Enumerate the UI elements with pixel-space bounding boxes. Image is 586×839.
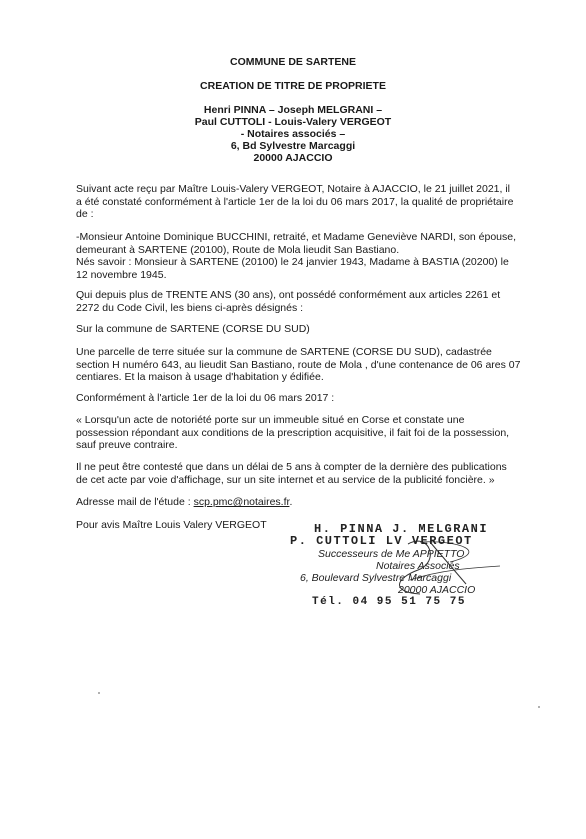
scan-speck [538, 706, 540, 708]
commune-heading: COMMUNE DE SARTENE [229, 56, 356, 68]
scan-speck [98, 692, 100, 694]
stamp-line-1: H. PINNA J. MELGRANI [314, 522, 489, 536]
text-line: possession répondant aux conditions de la prescription acquisitive, il fait foi de la possession, [76, 426, 510, 439]
notary-stamp [290, 522, 540, 608]
text-line: « Lorsqu'un acte de notoriété porte sur un immeuble situé en Corse et constate une [76, 414, 465, 426]
stamp-line-7: Tél. 04 95 51 75 75 [312, 596, 466, 608]
paragraph-quote [76, 414, 516, 452]
stamp-line-2: P. CUTTOLI LV VERGEOT [290, 534, 473, 548]
text-line: Conformément à l'article 1er de la loi du 06 mars 2017 : [76, 392, 335, 404]
paragraph-deed [76, 183, 516, 221]
stamp-line-6: 20000 AJACCIO [398, 584, 476, 596]
text-line: Il ne peut être contesté que dans un délai de 5 ans à compter de la dernière des publications [76, 461, 507, 473]
text-line: a été constaté conformément à l'article 1er de la loi du 06 mars 2017, la qualité de propriétaire [76, 195, 514, 208]
text-line: Une parcelle de terre située sur la commune de SARTENE (CORSE DU SUD), cadastrée [76, 346, 492, 358]
email-suffix: . [289, 496, 293, 508]
paragraph-owners [76, 231, 516, 281]
text-line: de cet acte par voie d'affichage, sur un site internet et au service de la publicité foncière. » [76, 473, 495, 486]
email-line [76, 496, 516, 509]
text-line: 2272 du Code Civil, les biens ci-après désignés : [76, 301, 304, 314]
text-line: Suivant acte reçu par Maître Louis-Valery VERGEOT, Notaire à AJACCIO, le 21 juillet 2021, il [76, 183, 510, 195]
text-line: de : [76, 208, 94, 220]
text-line: section H numéro 643, au lieudit San Bastiano, route de Mola , d'une contenance de 06 ares 07 [76, 358, 521, 371]
text-line: Sur la commune de SARTENE (CORSE DU SUD) [76, 323, 310, 335]
document-title: CREATION DE TITRE DE PROPRIETE [200, 80, 386, 92]
paragraph-possession [76, 289, 516, 314]
text-line: centiares. Et la maison à usage d'habitation y édifiée. [76, 371, 324, 383]
email-label: Adresse mail de l'étude : [76, 496, 194, 508]
email-link[interactable]: scp.pmc@notaires.fr [193, 496, 290, 508]
paragraph-law-reference [76, 392, 516, 405]
notaries-line-1: Henri PINNA – Joseph MELGRANI – [203, 104, 383, 116]
stamp-line-4: Notaires Associés [376, 560, 460, 572]
paragraph-commune [76, 323, 516, 336]
stamp-line-5: 6, Boulevard Sylvestre Marcaggi [300, 572, 452, 584]
text-line: Qui depuis plus de TRENTE ANS (30 ans), ont possédé conformément aux articles 2261 et [76, 289, 501, 301]
text-line: 12 novembre 1945. [76, 268, 167, 281]
paragraph-parcel [76, 346, 521, 384]
paragraph-contest [76, 461, 516, 486]
notaries-line-3: - Notaires associés – [240, 128, 346, 140]
address-line-1: 6, Bd Sylvestre Marcaggi [230, 140, 356, 152]
signoff-text: Pour avis Maître Louis Valery VERGEOT [76, 519, 267, 531]
notaries-line-2: Paul CUTTOLI - Louis-Valery VERGEOT [194, 116, 392, 128]
stamp-line-3: Successeurs de Me APPIETTO [318, 548, 465, 560]
address-line-2: 20000 AJACCIO [253, 152, 333, 164]
text-line: -Monsieur Antoine Dominique BUCCHINI, retraité, et Madame Geneviève NARDI, son épouse, [76, 231, 517, 243]
text-line: sauf preuve contraire. [76, 439, 178, 451]
text-line: demeurant à SARTENE (20100), Route de Mola lieudit San Bastiano. [76, 243, 400, 256]
text-line: Nés savoir : Monsieur à SARTENE (20100) le 24 janvier 1943, Madame à BASTIA (20200) le [76, 256, 509, 268]
